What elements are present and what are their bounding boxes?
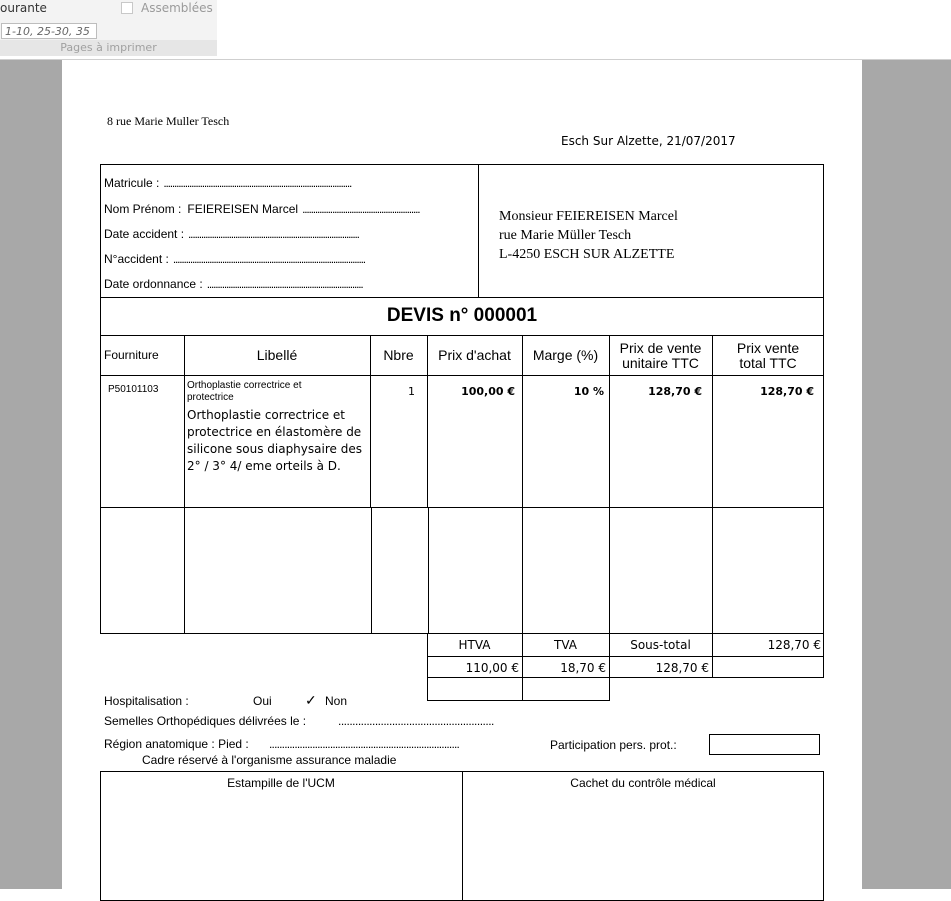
col-header-total-price-line2: total TTC xyxy=(739,355,797,371)
item-quantity: 1 xyxy=(408,385,415,398)
participation-label: Participation pers. prot.: xyxy=(550,738,677,752)
subtotal-label: Sous-total xyxy=(630,638,691,652)
col-header-margin: Marge (%) xyxy=(532,347,599,363)
patient-box-divider xyxy=(478,164,479,298)
col-sep-6 xyxy=(712,335,713,634)
col-header-purchase-price: Prix d'achat xyxy=(438,347,511,363)
patient-field-dots: ........................................................................................ xyxy=(163,176,352,190)
collate-checkbox[interactable] xyxy=(121,2,133,14)
item-short-label-1: Orthoplastie correctrice et xyxy=(187,380,302,391)
items-header-separator xyxy=(100,375,824,376)
tva-value: 18,70 € xyxy=(560,661,606,675)
subtotal-top-value: 128,70 € xyxy=(767,638,821,652)
current-page-option-label[interactable]: ourante xyxy=(0,1,47,15)
htva-value: 110,00 € xyxy=(465,661,519,675)
pages-to-print-caption: Pages à imprimer xyxy=(0,40,217,56)
item-short-label xyxy=(187,380,302,404)
item-margin: 10 % xyxy=(573,385,604,398)
collate-label: Assemblées xyxy=(141,1,213,15)
hospitalisation-label: Hospitalisation : xyxy=(104,694,189,708)
col-header-total-price-line1: Prix vente xyxy=(736,340,800,356)
col-header-unit-price xyxy=(609,341,712,371)
recipient-line-2: rue Marie Müller Tesch xyxy=(499,228,632,243)
semelles-label: Semelles Orthopédiques délivrées le : xyxy=(104,714,307,728)
recipient-line-3: L-4250 ESCH SUR ALZETTE xyxy=(499,247,675,262)
region-label: Région anatomique : Pied : xyxy=(104,737,249,751)
item-desc-2: protectrice en élastomère de xyxy=(187,425,362,439)
ucm-stamp-label: Estampille de l'UCM xyxy=(227,776,335,790)
col-header-total-price xyxy=(712,341,824,371)
col-sep-4 xyxy=(522,335,523,634)
item-short-label-2: protectrice xyxy=(187,392,234,403)
items-row-separator xyxy=(100,507,824,508)
patient-field-row xyxy=(104,252,474,266)
pages-range-input[interactable]: 1-10, 25-30, 35 xyxy=(1,23,97,39)
col-header-libelle: Libellé xyxy=(256,347,298,363)
item-description xyxy=(187,407,362,475)
patient-field-dots: ................................................................................ xyxy=(188,227,359,241)
participation-box xyxy=(709,734,820,755)
patient-field-label: Matricule : xyxy=(104,176,160,190)
patient-field-label: N°accident : xyxy=(104,252,169,266)
sender-address: 8 rue Marie Muller Tesch xyxy=(107,114,230,128)
patient-field-dots: ......................................................................... xyxy=(206,277,363,291)
col-sep-1 xyxy=(184,335,185,634)
col-header-unit-price-line2: unitaire TTC xyxy=(622,355,699,371)
col-header-fourniture: Fourniture xyxy=(104,348,159,362)
col-header-nbre: Nbre xyxy=(383,347,414,363)
item-desc-3: silicone sous diaphysaire des xyxy=(187,442,362,456)
item-code: P50101103 xyxy=(108,384,159,395)
patient-field-label: Nom Prénom : xyxy=(104,202,182,216)
item-unit-price: 128,70 € xyxy=(648,385,702,398)
patient-field-row xyxy=(104,202,474,216)
patient-field-value: FEIEREISEN Marcel xyxy=(187,202,299,216)
col-sep-3b xyxy=(428,507,429,634)
patient-field-row xyxy=(104,277,474,291)
tva-label: TVA xyxy=(554,638,577,652)
hospitalisation-non: Non xyxy=(325,694,348,708)
htva-label: HTVA xyxy=(458,638,491,652)
totals-extra-row xyxy=(427,677,610,701)
patient-field-row xyxy=(104,176,474,190)
col-header-unit-price-line1: Prix de vente xyxy=(619,340,702,356)
checkmark-icon: ✓ xyxy=(305,692,317,708)
col-sep-5 xyxy=(609,335,610,634)
recipient-address xyxy=(499,207,678,264)
medical-control-label: Cachet du contrôle médical xyxy=(570,776,716,790)
stamp-frame-divider xyxy=(462,771,463,901)
patient-field-dots: .......................................................................................... xyxy=(172,252,365,266)
reserved-frame-label: Cadre réservé à l'organisme assurance maladie xyxy=(142,753,397,767)
quote-title: DEVIS n° 000001 xyxy=(386,305,538,326)
item-total-price: 128,70 € xyxy=(760,385,814,398)
col-sep-2b xyxy=(371,507,372,634)
region-dots: ........................................................................... xyxy=(269,737,460,751)
semelles-dots: ....................................................... xyxy=(338,714,494,728)
item-desc-1: Orthoplastie correctrice et xyxy=(187,408,345,422)
patient-field-label: Date accident : xyxy=(104,227,185,241)
patient-field-label: Date ordonnance : xyxy=(104,277,203,291)
hospitalisation-oui: Oui xyxy=(253,694,272,708)
item-purchase-price: 100,00 € xyxy=(461,385,515,398)
recipient-line-1: Monsieur FEIEREISEN Marcel xyxy=(499,209,678,224)
place-date: Esch Sur Alzette, 21/07/2017 xyxy=(561,134,736,148)
item-desc-4: 2° / 3° 4/ eme orteils à D. xyxy=(187,459,341,473)
patient-field-row xyxy=(104,227,474,241)
patient-field-dots: ....................................................... xyxy=(302,202,420,216)
subtotal-value: 128,70 € xyxy=(655,661,709,675)
